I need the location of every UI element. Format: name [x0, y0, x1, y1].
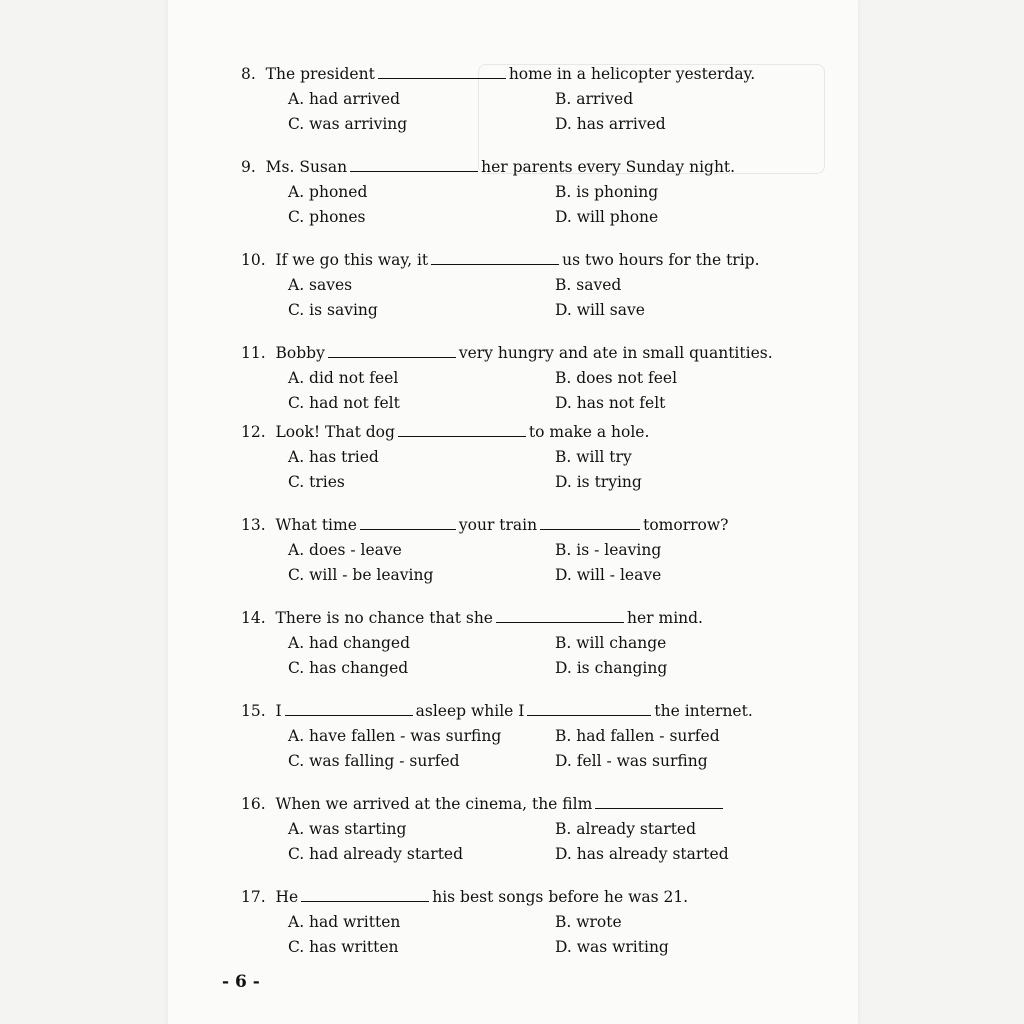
question-14 — [241, 606, 811, 681]
option-a: A. had arrived — [288, 90, 400, 108]
question-13 — [241, 513, 811, 588]
option-b: B. does not feel — [555, 369, 678, 387]
answer-blank — [398, 422, 526, 437]
question-15 — [241, 699, 811, 774]
question-stem — [241, 248, 811, 273]
option-d: D. has not felt — [555, 394, 666, 412]
answer-blank — [496, 608, 624, 623]
option-c: C. phones — [288, 208, 366, 226]
question-number: 16. — [241, 795, 271, 813]
question-11 — [241, 341, 811, 416]
question-text: He — [275, 888, 299, 906]
question-stem — [241, 699, 811, 724]
question-stem — [241, 62, 811, 87]
question-text: tomorrow? — [643, 516, 729, 534]
question-text: There is no chance that she — [275, 609, 493, 627]
answer-blank — [360, 515, 456, 530]
answer-options — [241, 910, 811, 960]
option-a: A. phoned — [288, 183, 368, 201]
option-a: A. does - leave — [288, 541, 402, 559]
option-c: C. was arriving — [288, 115, 408, 133]
question-text: her mind. — [627, 609, 703, 627]
answer-options — [241, 366, 811, 416]
option-b: B. already started — [555, 820, 697, 838]
option-b: B. arrived — [555, 90, 634, 108]
question-10 — [241, 248, 811, 323]
question-text: I — [275, 702, 282, 720]
answer-options — [241, 538, 811, 588]
question-number: 10. — [241, 251, 271, 269]
option-c: C. has written — [288, 938, 399, 956]
answer-blank — [378, 64, 506, 79]
question-stem — [241, 420, 811, 445]
question-9 — [241, 155, 811, 230]
question-number: 11. — [241, 344, 271, 362]
option-c: C. is saving — [288, 301, 378, 319]
answer-options — [241, 180, 811, 230]
question-text: Ms. Susan — [265, 158, 348, 176]
option-a: A. have fallen - was surfing — [288, 727, 502, 745]
question-number: 14. — [241, 609, 271, 627]
question-text: us two hours for the trip. — [562, 251, 760, 269]
option-b: B. had fallen - surfed — [555, 727, 720, 745]
question-text: asleep while I — [415, 702, 525, 720]
option-a: A. had written — [288, 913, 401, 931]
option-b: B. will try — [555, 448, 632, 466]
option-d: D. has arrived — [555, 115, 666, 133]
question-text: very hungry and ate in small quantities. — [458, 344, 773, 362]
question-text: The president — [265, 65, 375, 83]
option-a: A. had changed — [288, 634, 411, 652]
page-number: - 6 - — [222, 972, 260, 992]
answer-blank — [328, 343, 456, 358]
question-text: If we go this way, it — [275, 251, 429, 269]
question-stem — [241, 513, 811, 538]
answer-blank — [350, 157, 478, 172]
question-stem — [241, 155, 811, 180]
question-text: What time — [275, 516, 357, 534]
question-12 — [241, 420, 811, 495]
question-text: Bobby — [275, 344, 325, 362]
option-d: D. has already started — [555, 845, 729, 863]
question-17 — [241, 885, 811, 960]
option-d: D. will - leave — [555, 566, 662, 584]
option-d: D. was writing — [555, 938, 669, 956]
question-text: your train — [458, 516, 538, 534]
option-d: D. is changing — [555, 659, 668, 677]
answer-options — [241, 445, 811, 495]
question-text: to make a hole. — [528, 423, 650, 441]
question-number: 12. — [241, 423, 271, 441]
option-d: D. is trying — [555, 473, 642, 491]
answer-options — [241, 87, 811, 137]
option-b: B. is - leaving — [555, 541, 662, 559]
question-16 — [241, 792, 811, 867]
question-text: When we arrived at the cinema, the film — [275, 795, 593, 813]
question-number: 9. — [241, 158, 261, 176]
option-b: B. will change — [555, 634, 667, 652]
option-c: C. tries — [288, 473, 345, 491]
answer-blank — [540, 515, 640, 530]
answer-options — [241, 631, 811, 681]
answer-blank — [285, 701, 413, 716]
option-c: C. had not felt — [288, 394, 400, 412]
question-stem — [241, 606, 811, 631]
option-c: C. was falling - surfed — [288, 752, 460, 770]
option-c: C. will - be leaving — [288, 566, 434, 584]
option-d: D. will phone — [555, 208, 659, 226]
question-text: home in a helicopter yesterday. — [508, 65, 756, 83]
question-number: 8. — [241, 65, 261, 83]
answer-blank — [595, 794, 723, 809]
question-text: his best songs before he was 21. — [432, 888, 689, 906]
question-stem — [241, 792, 811, 817]
option-b: B. is phoning — [555, 183, 659, 201]
option-c: C. has changed — [288, 659, 409, 677]
answer-blank — [431, 250, 559, 265]
option-c: C. had already started — [288, 845, 464, 863]
question-number: 15. — [241, 702, 271, 720]
answer-blank — [527, 701, 651, 716]
answer-options — [241, 817, 811, 867]
answer-options — [241, 273, 811, 323]
option-a: A. has tried — [288, 448, 379, 466]
answer-options — [241, 724, 811, 774]
option-a: A. saves — [288, 276, 353, 294]
question-text: Look! That dog — [275, 423, 395, 441]
question-text: the internet. — [654, 702, 753, 720]
answer-blank — [301, 887, 429, 902]
question-stem — [241, 885, 811, 910]
question-stem — [241, 341, 811, 366]
option-b: B. wrote — [555, 913, 622, 931]
question-number: 13. — [241, 516, 271, 534]
option-b: B. saved — [555, 276, 622, 294]
option-a: A. was starting — [288, 820, 407, 838]
option-d: D. will save — [555, 301, 645, 319]
question-text: her parents every Sunday night. — [481, 158, 736, 176]
question-8 — [241, 62, 811, 137]
question-number: 17. — [241, 888, 271, 906]
option-a: A. did not feel — [288, 369, 399, 387]
option-d: D. fell - was surfing — [555, 752, 708, 770]
